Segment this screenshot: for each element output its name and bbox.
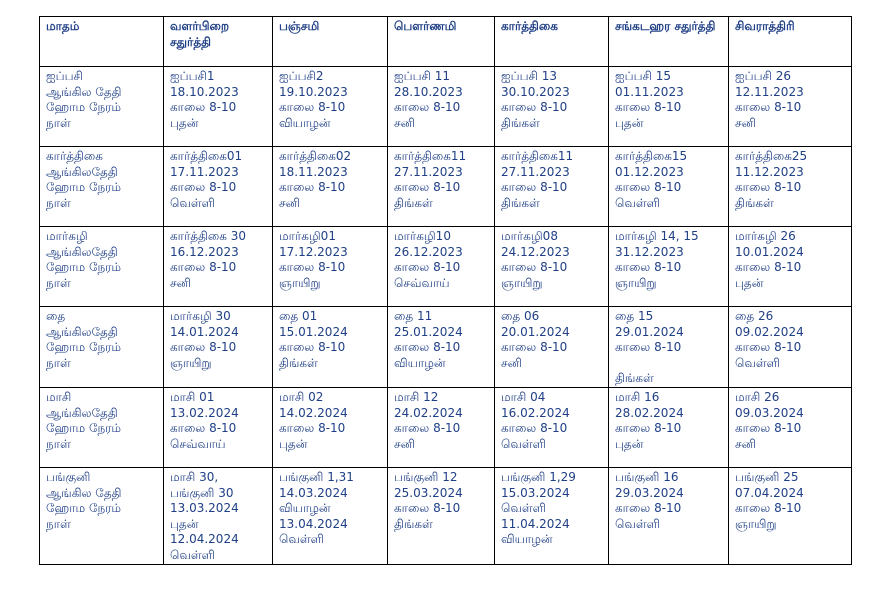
cell-line: ஹோம நேரம்: [46, 340, 122, 355]
cell-line: ஹோம நேரம்: [46, 180, 122, 195]
cell-line: 26.12.2023: [394, 244, 463, 259]
cell-line: 14.03.2024: [279, 485, 348, 500]
cell-line: காலை 8-10: [394, 421, 461, 436]
cell-line: 30.10.2023: [501, 84, 570, 99]
cell-line: நாள்: [46, 355, 71, 370]
cell-line: ஐப்பசி: [46, 69, 83, 83]
cell-line: சனி: [394, 436, 415, 451]
table-cell: [729, 147, 852, 227]
cell-line: காலை 8-10: [501, 340, 568, 355]
table-cell: [388, 387, 495, 467]
cell-line: ஐப்பசி 15: [615, 69, 671, 83]
table-cell: [729, 227, 852, 307]
cell-line: மாசி 26: [735, 389, 780, 404]
cell-line: திங்கள்: [279, 355, 318, 370]
table-cell: [729, 387, 852, 467]
cell-line: வெள்ளி: [501, 501, 546, 516]
cell-line: காலை 8-10: [615, 421, 682, 436]
cell-line: பங்குனி: [46, 469, 91, 484]
table-cell: [164, 227, 273, 307]
cell-line: 27.11.2023: [394, 164, 463, 179]
cell-line: காலை 8-10: [735, 501, 802, 516]
cell-line: தை 06: [501, 309, 540, 323]
table-cell: [609, 147, 729, 227]
header-panchami: பஞ்சமி: [273, 17, 388, 67]
cell-line: மார்கழி 30: [170, 309, 231, 323]
cell-line: காலை 8-10: [501, 421, 568, 436]
cell-line: நாள்: [46, 516, 71, 531]
cell-line: தை 11: [394, 309, 433, 323]
table-cell: [609, 307, 729, 388]
cell-line: 09.02.2024: [735, 324, 804, 339]
month-label-cell: [40, 387, 164, 467]
cell-line: 01.12.2023: [615, 164, 684, 179]
cell-line: 09.03.2024: [735, 405, 804, 420]
cell-line: ஆங்கிலதேதி: [46, 164, 118, 179]
cell-line: கார்த்திகை02: [279, 149, 352, 163]
table-cell: [729, 67, 852, 147]
cell-spacer: [615, 356, 722, 372]
cell-line: 13.02.2024: [170, 405, 239, 420]
cell-line: 19.10.2023: [279, 84, 348, 99]
cell-line: சனி: [170, 275, 191, 290]
header-valarpirai-chathurthi: வளர்பிறை சதுர்த்தி: [164, 17, 273, 67]
cell-line: கார்த்திகை11: [501, 149, 574, 163]
cell-line: வெள்ளி: [279, 532, 324, 547]
table-cell: [388, 67, 495, 147]
cell-line: காலை 8-10: [279, 180, 346, 195]
cell-line: 11.04.2024: [501, 516, 570, 531]
cell-line: 17.12.2023: [279, 244, 348, 259]
table-cell: [495, 67, 609, 147]
cell-line: ஞாயிறு: [501, 275, 543, 290]
cell-line: ஞாயிறு: [170, 355, 212, 370]
cell-line: புதன்: [735, 275, 764, 290]
cell-line: வியாழன்: [501, 532, 553, 547]
cell-line: காலை 8-10: [394, 340, 461, 355]
cell-line: 20.01.2024: [501, 324, 570, 339]
cell-line: காலை 8-10: [279, 340, 346, 355]
cell-line: காலை 8-10: [170, 340, 237, 355]
cell-line: 31.12.2023: [615, 244, 684, 259]
cell-line: 12.04.2024: [170, 532, 239, 547]
table-cell: [609, 67, 729, 147]
cell-line: ஹோம நேரம்: [46, 501, 122, 516]
cell-line: கார்த்திகை25: [735, 149, 808, 163]
cell-line: வியாழன்: [394, 355, 446, 370]
cell-line: சனி: [735, 115, 756, 130]
cell-line: பங்குனி 1,29: [501, 469, 576, 484]
cell-line: திங்கள்: [501, 195, 540, 210]
table-row: [40, 387, 852, 467]
header-karthigai: கார்த்திகை: [495, 17, 609, 67]
cell-line: காலை 8-10: [735, 180, 802, 195]
cell-line: நாள்: [46, 195, 71, 210]
table-cell: [273, 147, 388, 227]
table-cell: [164, 147, 273, 227]
cell-line: வெள்ளி: [615, 195, 660, 210]
cell-line: வெள்ளி: [501, 436, 546, 451]
cell-line: காலை 8-10: [615, 180, 682, 195]
cell-line: மாசி 01: [170, 389, 215, 404]
cell-line: மாசி 04: [501, 389, 546, 404]
cell-line: திங்கள்: [501, 115, 540, 130]
cell-line: சனி: [394, 115, 415, 130]
cell-line: 17.11.2023: [170, 164, 239, 179]
cell-line: ஐப்பசி 11: [394, 69, 450, 83]
cell-line: 24.12.2023: [501, 244, 570, 259]
table-cell: [495, 307, 609, 388]
cell-line: சனி: [501, 355, 522, 370]
cell-line: திங்கள்: [615, 371, 654, 386]
cell-line: 11.12.2023: [735, 164, 804, 179]
cell-line: மார்கழி01: [279, 229, 336, 243]
cell-line: மார்கழி 14, 15: [615, 229, 699, 243]
table-cell: [609, 387, 729, 467]
table-cell: [164, 467, 273, 564]
cell-line: 01.11.2023: [615, 84, 684, 99]
cell-line: 29.01.2024: [615, 324, 684, 339]
cell-line: ஐப்பசி1: [170, 69, 215, 83]
cell-line: காலை 8-10: [170, 100, 237, 115]
cell-line: புதன்: [170, 115, 199, 130]
cell-line: பங்குனி 25: [735, 469, 799, 484]
month-label-cell: [40, 147, 164, 227]
cell-line: கார்த்திகை: [46, 149, 103, 163]
cell-line: புதன்: [615, 436, 644, 451]
cell-line: செவ்வாய்: [394, 275, 450, 290]
cell-line: ஆங்கிலதேதி: [46, 324, 118, 339]
cell-line: காலை 8-10: [279, 421, 346, 436]
cell-line: 12.11.2023: [735, 84, 804, 99]
table-cell: [273, 67, 388, 147]
cell-line: ஹோம நேரம்: [46, 421, 122, 436]
table-cell: [164, 67, 273, 147]
cell-line: தை 15: [615, 309, 654, 323]
cell-line: தை 01: [279, 309, 318, 323]
table-cell: [388, 227, 495, 307]
table-cell: [273, 387, 388, 467]
cell-line: காலை 8-10: [735, 100, 802, 115]
table-cell: [388, 467, 495, 564]
table-cell: [609, 467, 729, 564]
cell-line: 16.12.2023: [170, 244, 239, 259]
cell-line: கார்த்திகை15: [615, 149, 688, 163]
cell-line: ஹோம நேரம்: [46, 100, 122, 115]
cell-line: தை: [46, 309, 66, 323]
cell-line: புதன்: [615, 115, 644, 130]
cell-line: ஆங்கிலதேதி: [46, 244, 118, 259]
cell-line: கார்த்திகை11: [394, 149, 467, 163]
cell-line: செவ்வாய்: [170, 436, 226, 451]
cell-line: காலை 8-10: [170, 260, 237, 275]
cell-line: காலை 8-10: [394, 501, 461, 516]
cell-line: மாசி 12: [394, 389, 439, 404]
cell-line: பங்குனி 1,31: [279, 469, 354, 484]
cell-line: 25.03.2024: [394, 485, 463, 500]
table-row: [40, 147, 852, 227]
table-cell: [609, 227, 729, 307]
cell-line: ஆங்கில தேதி: [46, 485, 122, 500]
table-row: [40, 467, 852, 564]
cell-line: காலை 8-10: [735, 340, 802, 355]
cell-line: காலை 8-10: [501, 260, 568, 275]
cell-line: 16.02.2024: [501, 405, 570, 420]
cell-line: 15.01.2024: [279, 324, 348, 339]
cell-line: காலை 8-10: [615, 501, 682, 516]
table-row: [40, 227, 852, 307]
month-label-cell: [40, 227, 164, 307]
cell-line: காலை 8-10: [615, 340, 682, 355]
table-cell: [388, 307, 495, 388]
cell-line: 07.04.2024: [735, 485, 804, 500]
cell-line: காலை 8-10: [279, 100, 346, 115]
cell-line: 10.01.2024: [735, 244, 804, 259]
table-cell: [273, 467, 388, 564]
cell-line: நாள்: [46, 115, 71, 130]
cell-line: காலை 8-10: [735, 421, 802, 436]
table-cell: [729, 307, 852, 388]
table-cell: [729, 467, 852, 564]
cell-line: 18.11.2023: [279, 164, 348, 179]
table-cell: [273, 227, 388, 307]
cell-line: நாள்: [46, 275, 71, 290]
cell-line: மார்கழி 26: [735, 229, 796, 243]
cell-line: 28.10.2023: [394, 84, 463, 99]
cell-line: பங்குனி 16: [615, 469, 679, 484]
cell-line: வியாழன்: [279, 115, 331, 130]
month-label-cell: [40, 467, 164, 564]
cell-line: 25.01.2024: [394, 324, 463, 339]
month-label-cell: [40, 67, 164, 147]
cell-line: பங்குனி 12: [394, 469, 458, 484]
cell-line: காலை 8-10: [501, 100, 568, 115]
cell-line: கார்த்திகை01: [170, 149, 243, 163]
cell-line: சனி: [735, 436, 756, 451]
cell-line: வெள்ளி: [170, 547, 215, 562]
table-cell: [495, 227, 609, 307]
cell-line: 14.02.2024: [279, 405, 348, 420]
cell-line: 28.02.2024: [615, 405, 684, 420]
table-row: [40, 307, 852, 388]
cell-line: 18.10.2023: [170, 84, 239, 99]
cell-line: மார்கழி: [46, 229, 88, 243]
cell-line: வெள்ளி: [615, 516, 660, 531]
cell-line: 13.04.2024: [279, 516, 348, 531]
homa-schedule-table: [39, 16, 852, 565]
cell-line: கார்த்திகை 30: [170, 229, 246, 243]
cell-line: மார்கழி08: [501, 229, 558, 243]
cell-line: காலை 8-10: [615, 260, 682, 275]
cell-line: புதன்: [170, 516, 199, 531]
cell-line: ஐப்பசி 13: [501, 69, 557, 83]
header-month: மாதம்: [40, 17, 164, 67]
cell-line: 24.02.2024: [394, 405, 463, 420]
cell-line: ஞாயிறு: [735, 516, 777, 531]
cell-line: திங்கள்: [394, 195, 433, 210]
cell-line: காலை 8-10: [615, 100, 682, 115]
cell-line: காலை 8-10: [394, 100, 461, 115]
cell-line: ஆங்கில தேதி: [46, 84, 122, 99]
cell-line: ஹோம நேரம்: [46, 260, 122, 275]
table-cell: [164, 387, 273, 467]
cell-line: புதன்: [279, 436, 308, 451]
cell-line: வியாழன்: [279, 501, 331, 516]
cell-line: காலை 8-10: [170, 180, 237, 195]
cell-line: வெள்ளி: [735, 355, 780, 370]
cell-line: காலை 8-10: [279, 260, 346, 275]
cell-line: 29.03.2024: [615, 485, 684, 500]
cell-line: பங்குனி 30: [170, 485, 234, 500]
cell-line: ஆங்கிலதேதி: [46, 405, 118, 420]
cell-line: 14.01.2024: [170, 324, 239, 339]
cell-line: சனி: [279, 195, 300, 210]
cell-line: மாசி 16: [615, 389, 660, 404]
cell-line: ஐப்பசி2: [279, 69, 324, 83]
cell-line: நாள்: [46, 436, 71, 451]
month-label-cell: [40, 307, 164, 388]
table-row: [40, 67, 852, 147]
cell-line: ஞாயிறு: [615, 275, 657, 290]
header-pournami: பௌர்ணமி: [388, 17, 495, 67]
table-cell: [164, 307, 273, 388]
table-cell: [495, 467, 609, 564]
cell-line: காலை 8-10: [170, 421, 237, 436]
cell-line: ஞாயிறு: [279, 275, 321, 290]
table-cell: [273, 307, 388, 388]
cell-line: மாசி: [46, 389, 72, 404]
table-cell: [388, 147, 495, 227]
cell-line: 13.03.2024: [170, 501, 239, 516]
cell-line: வெள்ளி: [170, 195, 215, 210]
cell-line: மார்கழி10: [394, 229, 451, 243]
cell-line: காலை 8-10: [394, 260, 461, 275]
table-cell: [495, 147, 609, 227]
cell-line: தை 26: [735, 309, 774, 323]
table-cell: [495, 387, 609, 467]
cell-line: மாசி 30,: [170, 469, 219, 484]
cell-line: திங்கள்: [394, 516, 433, 531]
cell-line: 27.11.2023: [501, 164, 570, 179]
header-sivarathiri: சிவராத்திரி: [729, 17, 852, 67]
cell-line: ஐப்பசி 26: [735, 69, 791, 83]
cell-line: திங்கள்: [735, 195, 774, 210]
cell-line: 15.03.2024: [501, 485, 570, 500]
cell-line: காலை 8-10: [501, 180, 568, 195]
cell-line: மாசி 02: [279, 389, 324, 404]
header-row: [40, 17, 852, 67]
header-sankatahara-chathurthi: சங்கடஹர சதுர்த்தி: [609, 17, 729, 67]
cell-line: காலை 8-10: [394, 180, 461, 195]
cell-line: காலை 8-10: [735, 260, 802, 275]
